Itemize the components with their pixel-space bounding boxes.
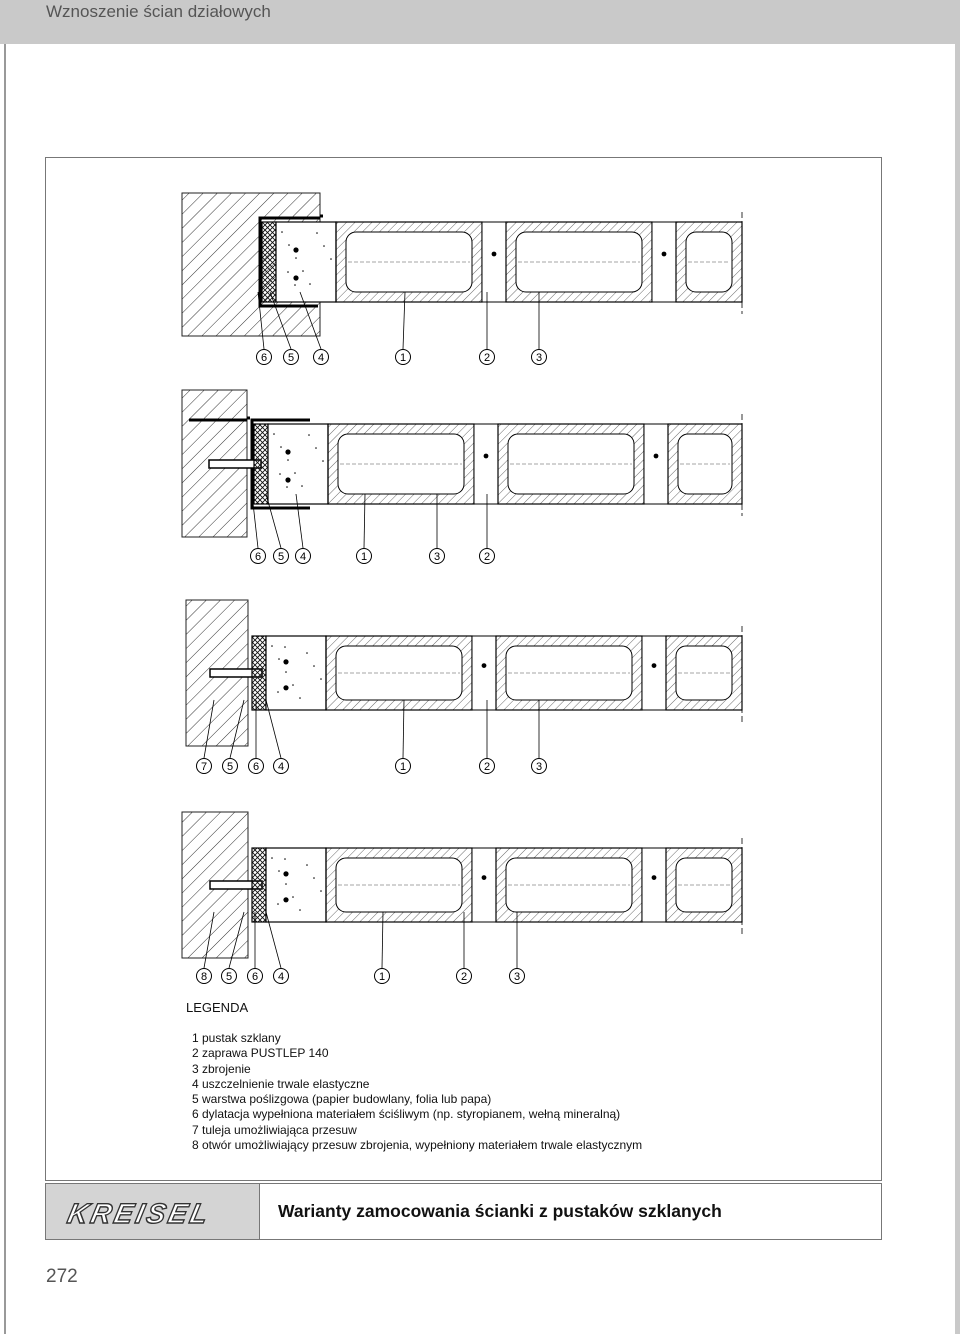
- callout-number: 3: [513, 971, 521, 983]
- legend-item: 6 dylatacja wypełniona materiałem ściśliwym (np. styropianem, wełną mineralną): [192, 1107, 621, 1122]
- callout-number: 5: [226, 761, 234, 773]
- legend-item: 7 tuleja umożliwiająca przesuw: [192, 1122, 357, 1137]
- mortar-aggregate: [313, 877, 315, 879]
- detail-section: [182, 390, 742, 564]
- callout-number: 2: [483, 352, 491, 364]
- callout-number: 7: [200, 761, 208, 773]
- mortar-strip: [266, 636, 326, 710]
- legend-item: 8 otwór umożliwiający przesuw zbrojenia, wypełniony materiałem trwale elastycznym: [192, 1138, 643, 1153]
- mortar-aggregate: [302, 270, 304, 272]
- mortar-aggregate: [281, 231, 283, 233]
- callout-number: 5: [225, 971, 233, 983]
- mortar-strip: [276, 222, 336, 302]
- kreisel-logo: KREISEL: [64, 1198, 214, 1229]
- mortar-aggregate: [277, 691, 279, 693]
- mortar-aggregate: [280, 446, 282, 448]
- callout-number: 4: [299, 551, 307, 563]
- logo-cell: [46, 1184, 260, 1239]
- callout-number: 6: [252, 761, 260, 773]
- footer-title-block: [45, 1183, 882, 1240]
- callout-number: 1: [399, 352, 407, 364]
- callout-number: 3: [433, 551, 441, 563]
- mortar-aggregate: [306, 864, 308, 866]
- callout-number: 4: [277, 761, 285, 773]
- reinforcement-bar: [492, 252, 497, 257]
- mortar-aggregate: [284, 858, 286, 860]
- legend-title: LEGENDA: [186, 1000, 249, 1015]
- reinforcement-bar: [652, 663, 657, 668]
- expansion-joint: [252, 636, 266, 710]
- callout-number: 2: [460, 971, 468, 983]
- mortar-joint: [482, 222, 506, 302]
- mortar-aggregate: [292, 684, 294, 686]
- callout-number: 8: [200, 971, 208, 983]
- mortar-aggregate: [309, 283, 311, 285]
- mortar-aggregate: [284, 646, 286, 648]
- callout-number: 1: [399, 761, 407, 773]
- reinforcement-bar: [484, 454, 489, 459]
- mortar-aggregate: [288, 244, 290, 246]
- reinforcement-bar: [654, 454, 659, 459]
- expansion-joint: [262, 222, 276, 302]
- drawing-title: Warianty zamocowania ścianki z pustaków szklanych: [278, 1201, 722, 1221]
- detail-sections: [182, 193, 742, 984]
- legend-item: 2 zaprawa PUSTLEP 140: [192, 1046, 329, 1061]
- mortar-aggregate: [286, 486, 288, 488]
- callout-number: 1: [378, 971, 386, 983]
- reinforcement-bar: [482, 663, 487, 668]
- mortar-strip: [268, 424, 328, 504]
- callout-number: 5: [277, 551, 285, 563]
- mortar-aggregate: [271, 857, 273, 859]
- legend-item: 3 zbrojenie: [192, 1061, 251, 1076]
- mortar-aggregate: [287, 271, 289, 273]
- legend-list: [192, 1031, 642, 1153]
- mortar-aggregate: [285, 671, 287, 673]
- legend-item: 5 warstwa poślizgowa (papier budowlany, folia lub papa): [192, 1092, 492, 1107]
- legend-item: 4 uszczelnienie trwale elastyczne: [192, 1076, 370, 1091]
- reinforcement-bar: [293, 275, 298, 280]
- detail-section: [186, 600, 742, 774]
- legend-item: 1 pustak szklany: [192, 1031, 281, 1045]
- reinforcement-bar: [293, 247, 298, 252]
- mortar-joint: [472, 848, 496, 922]
- mortar-aggregate: [278, 658, 280, 660]
- reinforcement-bar: [283, 897, 288, 902]
- mortar-aggregate: [279, 473, 281, 475]
- mortar-aggregate: [323, 245, 325, 247]
- callout-number: 3: [535, 352, 543, 364]
- callout-number: 6: [251, 971, 259, 983]
- mortar-aggregate: [322, 460, 324, 462]
- callout-number: 2: [483, 761, 491, 773]
- mortar-aggregate: [306, 652, 308, 654]
- mortar-aggregate: [299, 697, 301, 699]
- mortar-aggregate: [294, 472, 296, 474]
- reinforcement-bar: [283, 659, 288, 664]
- page-number: 272: [46, 1266, 78, 1287]
- anchor-rod: [209, 460, 261, 468]
- mortar-aggregate: [287, 459, 289, 461]
- callout-number: 2: [483, 551, 491, 563]
- callout-number: 5: [287, 352, 295, 364]
- mortar-aggregate: [313, 665, 315, 667]
- callout-number: 4: [277, 971, 285, 983]
- expansion-joint: [252, 848, 266, 922]
- mortar-joint: [642, 636, 666, 710]
- mortar-strip: [266, 848, 326, 922]
- mortar-aggregate: [278, 870, 280, 872]
- callout-number: 4: [317, 352, 325, 364]
- mortar-joint: [652, 222, 676, 302]
- mortar-joint: [472, 636, 496, 710]
- mortar-aggregate: [277, 903, 279, 905]
- reinforcement-bar: [482, 875, 487, 880]
- mortar-joint: [474, 424, 498, 504]
- callout-number: 1: [360, 551, 368, 563]
- mortar-aggregate: [330, 258, 332, 260]
- detail-section: [182, 812, 742, 984]
- mortar-aggregate: [273, 433, 275, 435]
- reinforcement-bar: [283, 871, 288, 876]
- mortar-joint: [644, 424, 668, 504]
- reinforcement-bar: [283, 685, 288, 690]
- mortar-aggregate: [320, 890, 322, 892]
- expansion-joint: [254, 424, 268, 504]
- header-title: Wznoszenie ścian działowych: [46, 2, 271, 21]
- reinforcement-bar: [652, 875, 657, 880]
- mortar-aggregate: [294, 284, 296, 286]
- mortar-aggregate: [292, 896, 294, 898]
- mortar-joint: [642, 848, 666, 922]
- callout-number: 6: [254, 551, 262, 563]
- mortar-aggregate: [316, 232, 318, 234]
- reinforcement-bar: [662, 252, 667, 257]
- reinforcement-bar: [285, 449, 290, 454]
- mortar-aggregate: [320, 678, 322, 680]
- callout-number: 3: [535, 761, 543, 773]
- mortar-aggregate: [315, 447, 317, 449]
- mortar-aggregate: [299, 909, 301, 911]
- detail-section: [182, 193, 742, 365]
- callout-number: 6: [260, 352, 268, 364]
- mortar-aggregate: [271, 645, 273, 647]
- mortar-aggregate: [308, 434, 310, 436]
- mortar-aggregate: [285, 883, 287, 885]
- mortar-aggregate: [295, 257, 297, 259]
- reinforcement-bar: [285, 477, 290, 482]
- mortar-aggregate: [301, 485, 303, 487]
